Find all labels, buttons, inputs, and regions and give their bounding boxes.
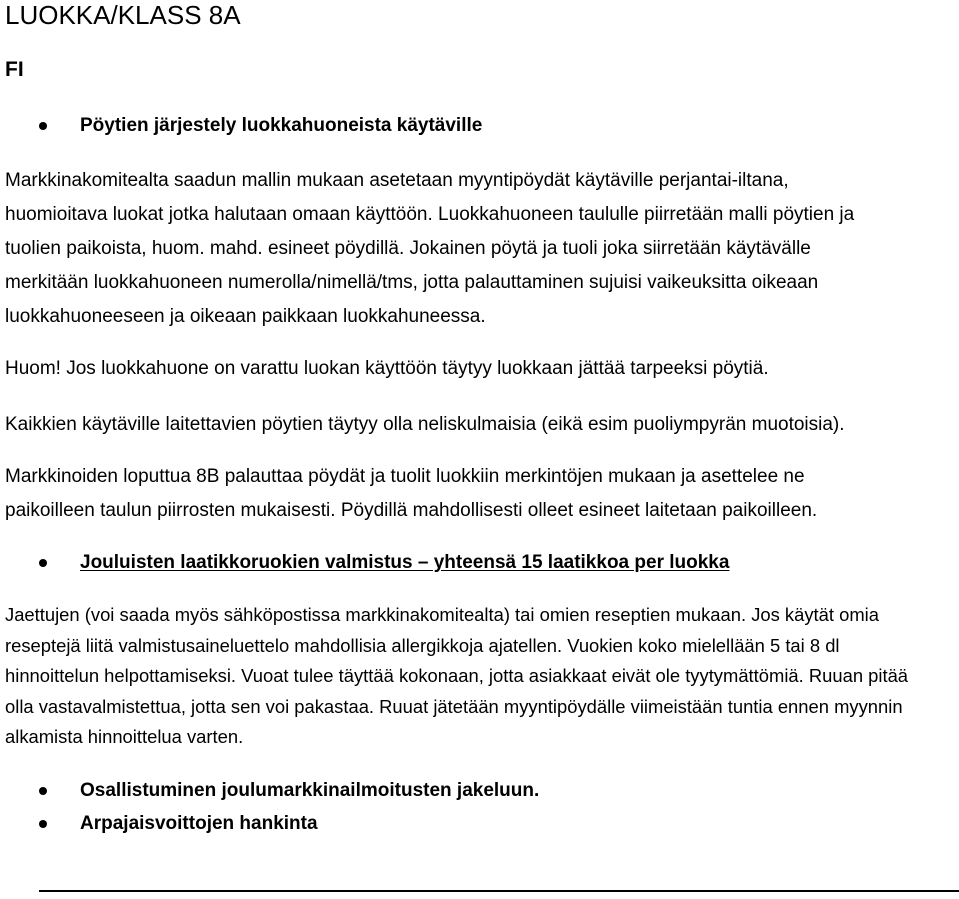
bullet-icon: [39, 559, 47, 567]
bullet-icon: [39, 820, 47, 828]
heading-text: Arpajaisvoittojen hankinta: [80, 813, 318, 834]
paragraph-tables-arrangement: Markkinakomitealta saadun mallin mukaan asetetaan myyntipöydät käytäville perjantai-iltana, huomioitava luokat jotka halutaan omaan käyttöön. Luokkahuoneen taululle piirretään malli pöytien ja tuolien paikoista, huom. mahd. esineet pöydillä. Jokainen pöytä ja tuoli joka siirretään käytävälle merkitään luokkahuoneen numerolla/nimellä/tms, jotta palauttaminen sujuisi vaikeuksitta oikeaan luokkahuoneeseen ja oikeaan paikkaan luokkahuneessa.: [5, 170, 855, 327]
heading-text: Osallistuminen joulumarkkinailmoitusten jakeluun.: [80, 780, 540, 801]
heading-text: Jouluisten laatikkoruokien valmistus – yhteensä 15 laatikkoa per luokka: [80, 552, 730, 573]
bullet-icon: [39, 787, 47, 795]
bottom-divider: [39, 890, 959, 892]
heading-text: Pöytien järjestely luokkahuoneista käytäville: [80, 115, 483, 136]
paragraph-note-reserved-room: Huom! Jos luokkahuone on varattu luokan käyttöön täytyy luokkaan jättää tarpeeksi pöytiä.: [5, 358, 769, 379]
paragraph-square-tables: Kaikkien käytäville laitettavien pöytien täytyy olla neliskulmaisia (eikä esim puoliympyrän muotoisia).: [5, 414, 845, 435]
paragraph-casserole-instructions: Jaettujen (voi saada myös sähköpostissa markkinakomitealta) tai omien reseptien mukaan. Jos käytät omia reseptejä liitä valmistusaineluettelo mahdollisia allergikkoja ajatellen. Vuokien koko mielellään 5 tai 8 dl hinnoittelun helpottamiseksi. Vuoat tulee täyttää kokonaan, jotta asiakkaat eivät ole tyytymättömiä. Ruuan pitää olla vastavalmistettua, jotta sen voi pakastaa. Ruuat jätetään myyntipöydälle viimeistään tuntia ennen myynnin alkamista hinnoittelua varten.: [5, 604, 909, 748]
paragraph-return-tables: Markkinoiden loputtua 8B palauttaa pöydät ja tuolit luokkiin merkintöjen mukaan ja asettelee ne paikoilleen taulun piirrosten mukaisesti. Pöydillä mahdollisesti olleet esineet laitetaan paikoilleen.: [5, 466, 818, 521]
language-label: FI: [5, 58, 24, 81]
bullet-icon: [39, 122, 47, 130]
document-title: LUOKKA/KLASS 8A: [5, 0, 241, 30]
